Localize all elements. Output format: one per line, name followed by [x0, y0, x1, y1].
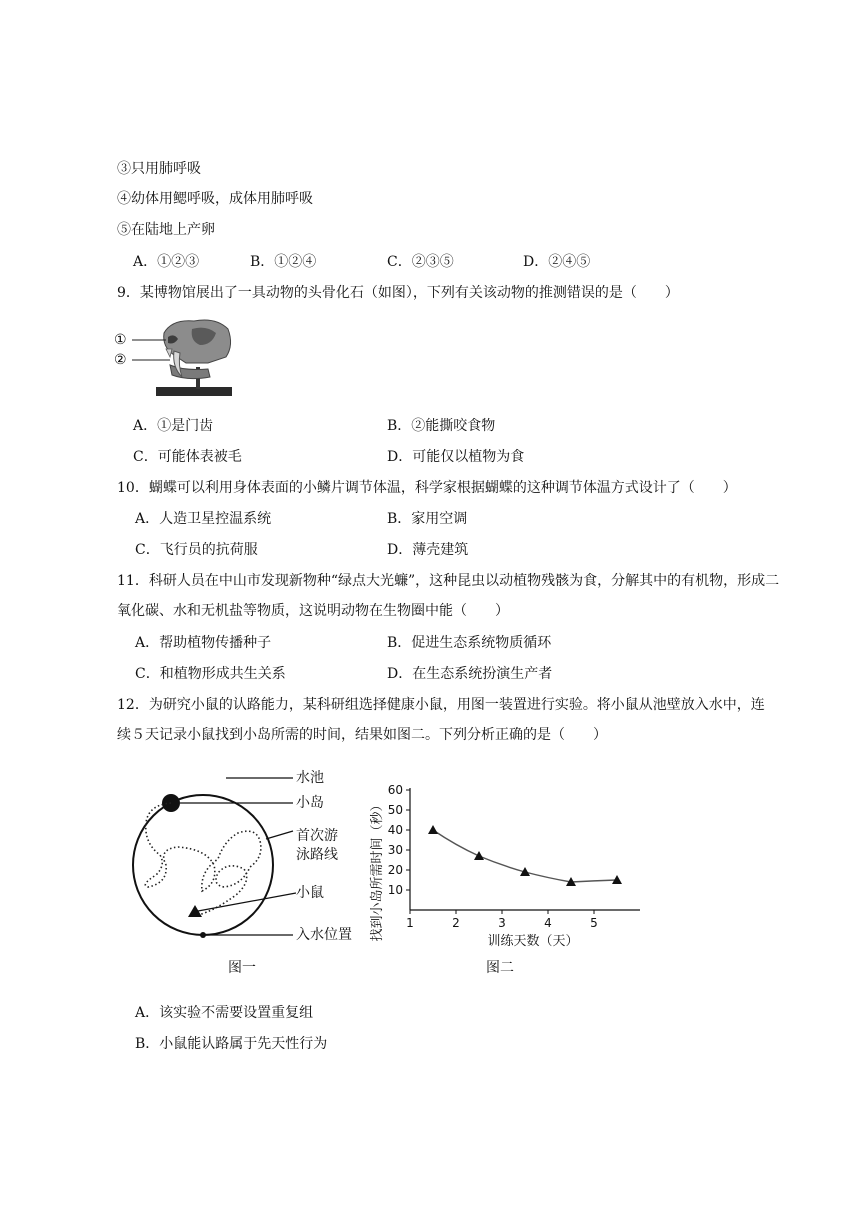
chart-data-point — [428, 825, 438, 834]
skull-marker-2: ② — [114, 352, 127, 368]
chart-y-tick-label: 40 — [387, 823, 403, 837]
q9-option-d: D．可能仅以植物为食 — [387, 449, 525, 465]
label-route-line-1: 首次游 — [296, 828, 338, 844]
q9-option-c: C．可能体表被毛 — [133, 449, 242, 465]
q12-option-b: B．小鼠能认路属于先天性行为 — [135, 1036, 328, 1052]
q10-stem: 10．蝴蝶可以利用身体表面的小鳞片调节体温，科学家根据蝴蝶的这种调节体温方式设计了（ ） — [117, 480, 737, 496]
chart-y-tick-label: 20 — [387, 863, 403, 877]
entry-point-dot — [200, 932, 206, 938]
q10-option-c: C．飞行员的抗荷服 — [135, 542, 258, 558]
q10-option-b: B．家用空调 — [387, 511, 468, 527]
q11-option-c: C．和植物形成共生关系 — [135, 666, 286, 682]
q12-option-a: A．该实验不需要设置重复组 — [135, 1005, 314, 1021]
q8-option-c: C．②③⑤ — [387, 254, 454, 270]
q11-stem-line-2: 氧化碳、水和无机盐等物质，这说明动物在生物圈中能（ ） — [117, 603, 509, 619]
q12-stem-line-1: 12．为研究小鼠的认路能力，某科研组选择健康小鼠，用图一装置进行实验。将小鼠从池壁放入水中，连 — [117, 697, 765, 713]
q8-option-b: B．①②④ — [250, 254, 317, 270]
label-mouse: 小鼠 — [296, 885, 324, 901]
q11-option-d: D．在生态系统扮演生产者 — [387, 666, 553, 682]
q10-option-a: A．人造卫星控温系统 — [135, 511, 272, 527]
skull-marker-1: ① — [114, 332, 127, 348]
q8-option-a: A．①②③ — [133, 254, 200, 270]
chart-y-tick-label: 10 — [387, 883, 403, 897]
q10-option-d: D．薄壳建筑 — [387, 542, 469, 558]
chart-y-tick-label: 60 — [387, 783, 403, 797]
chart-y-tick-label: 30 — [387, 843, 403, 857]
figure-2-caption: 图二 — [486, 960, 514, 976]
chart-x-tick-label: 4 — [544, 916, 552, 930]
q9-option-b: B．②能撕咬食物 — [387, 418, 496, 434]
q12-stem-line-2: 续５天记录小鼠找到小岛所需的时间，结果如图二。下列分析正确的是（ ） — [117, 727, 607, 743]
chart-x-tick-label: 5 — [590, 916, 598, 930]
q8-item-3: ③只用肺呼吸 — [117, 161, 201, 177]
chart-x-axis-label: 训练天数（天） — [487, 934, 579, 949]
label-island: 小岛 — [296, 795, 324, 811]
q11-option-a: A．帮助植物传播种子 — [135, 635, 272, 651]
label-entry: 入水位置 — [296, 927, 352, 943]
pool-circle — [133, 795, 273, 935]
chart-x-tick-label: 2 — [452, 916, 460, 930]
label-route-line-2: 泳路线 — [296, 847, 338, 863]
chart-x-tick-label: 3 — [498, 916, 506, 930]
q9-option-a: A．①是门齿 — [133, 418, 214, 434]
chart-y-tick-label: 50 — [387, 803, 403, 817]
figure-2-line-chart — [365, 770, 645, 960]
figure-1-caption: 图一 — [228, 960, 256, 976]
chart-x-tick-label: 1 — [406, 916, 414, 930]
label-pool: 水池 — [296, 770, 324, 786]
chart-data-point — [474, 851, 484, 860]
q11-option-b: B．促进生态系统物质循环 — [387, 635, 552, 651]
q9-stem: 9．某博物馆展出了一具动物的头骨化石（如图），下列有关该动物的推测错误的是（ ） — [117, 285, 679, 301]
q8-option-d: D．②④⑤ — [523, 254, 591, 270]
swim-route — [145, 803, 261, 915]
q8-item-5: ⑤在陆地上产卵 — [117, 222, 215, 238]
skull-fossil-figure — [112, 315, 242, 405]
chart-y-axis-label: 找到小岛所需时间（秒） — [370, 798, 385, 942]
q8-item-4: ④幼体用鳃呼吸，成体用肺呼吸 — [117, 191, 313, 207]
q11-stem-line-1: 11．科研人员在中山市发现新物种“绿点大光蠊”，这种昆虫以动植物残骸为食，分解其中的有机物，形成二 — [117, 573, 780, 589]
